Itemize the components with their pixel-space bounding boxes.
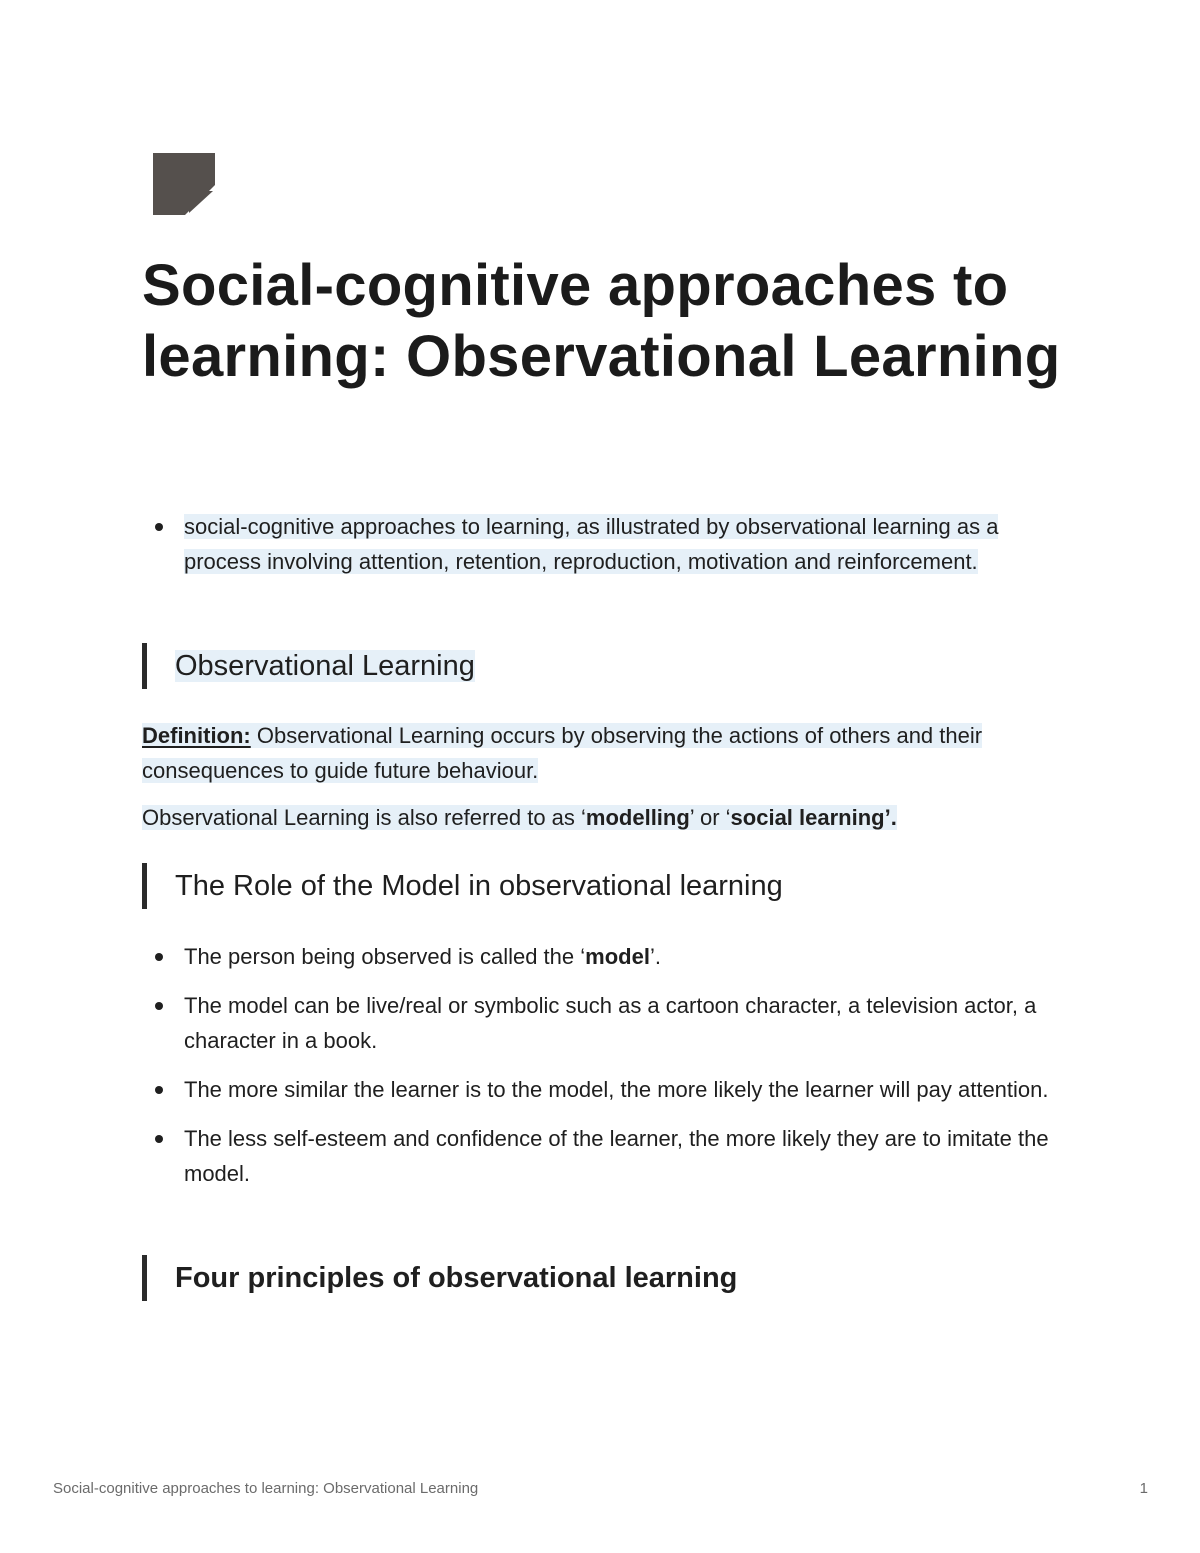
page-icon (153, 153, 215, 215)
bullet-dot-icon (155, 1002, 163, 1010)
bullet2-text: The model can be live/real or symbolic such as a cartoon character, a television actor, a character in a book. (184, 993, 1037, 1053)
list-item (142, 1121, 1072, 1191)
term-social-learning: social learning (730, 805, 885, 830)
definition-paragraph (142, 718, 1062, 788)
intro-bullet-text: social-cognitive approaches to learning, as illustrated by observational learning as a process involving attention, retention, reproduction, motivation and reinforcement. (184, 514, 999, 574)
bullet1-suffix: ’. (649, 944, 661, 969)
bullet-dot-icon (155, 1086, 163, 1094)
bullet-dot-icon (155, 1135, 163, 1143)
heading-observational-learning (142, 643, 475, 689)
heading-observational-learning-text: Observational Learning (175, 650, 475, 682)
bullet-dot-icon (155, 523, 163, 531)
also-prefix: Observational Learning is also referred to as ‘ (142, 805, 586, 830)
definition-highlight (142, 723, 982, 783)
intro-list (142, 509, 1072, 579)
also-known-highlight (142, 805, 897, 830)
footer-title: Social-cognitive approaches to learning: Observational Learning (53, 1480, 479, 1497)
bullet-dot-icon (155, 953, 163, 961)
list-item (142, 1072, 1072, 1107)
page-number: 1 (1139, 1480, 1148, 1497)
term-model: model (585, 944, 650, 969)
list-item (142, 509, 1072, 579)
also-known-paragraph (142, 800, 1062, 835)
also-mid: ’ or ‘ (689, 805, 731, 830)
page-title: Social-cognitive approaches to learning: Observational Learning (142, 253, 1061, 389)
definition-label: Definition: (142, 723, 251, 748)
role-list (142, 939, 1072, 1205)
also-suffix: ’. (884, 805, 897, 830)
definition-text: Observational Learning occurs by observing the actions of others and their consequences to guide future behaviour. (142, 723, 983, 783)
bullet3-text: The more similar the learner is to the model, the more likely the learner will pay attention. (184, 1077, 1049, 1102)
heading-role-of-model: The Role of the Model in observational learning (142, 863, 783, 909)
list-item (142, 988, 1072, 1058)
heading-four-principles: Four principles of observational learning (142, 1255, 737, 1301)
bullet1-prefix: The person being observed is called the ‘ (184, 944, 586, 969)
bullet4-text: The less self-esteem and confidence of the learner, the more likely they are to imitate the model. (184, 1126, 1049, 1186)
list-item (142, 939, 1072, 974)
term-modelling: modelling (585, 805, 690, 830)
